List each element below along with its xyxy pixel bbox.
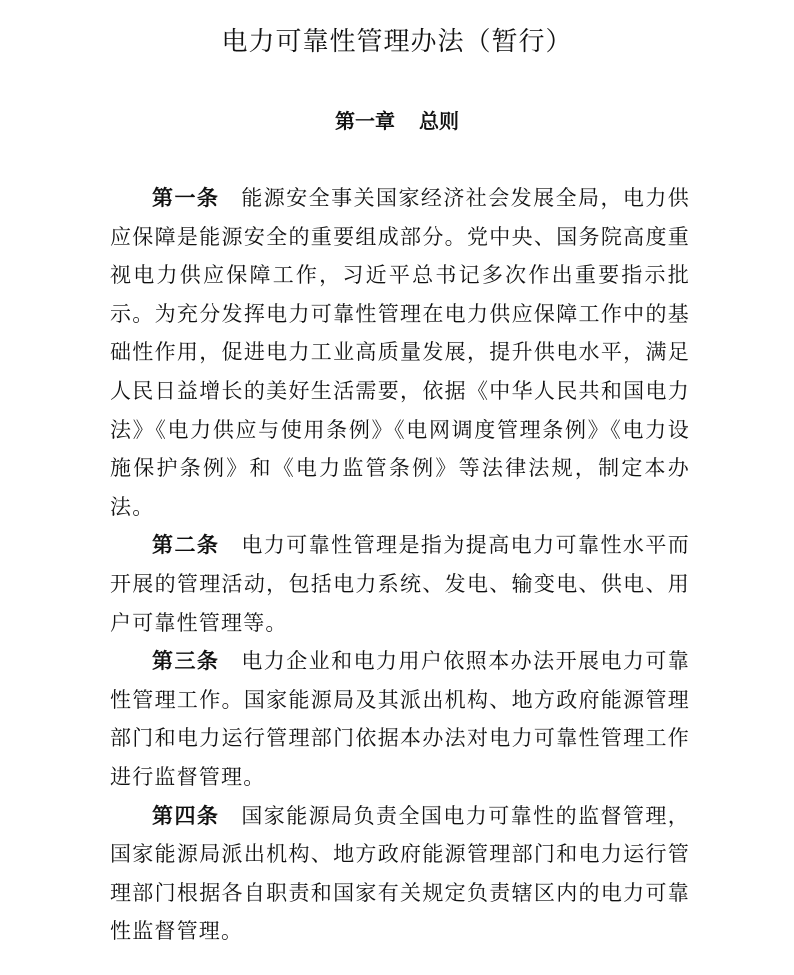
- document-title: 电力可靠性管理办法（暂行）: [221, 27, 573, 57]
- article-label: 第四条: [152, 803, 220, 828]
- article-label: 第一条: [152, 186, 220, 210]
- chapter-number: 第一章: [335, 109, 395, 133]
- article-text: 能源安全事关国家经济社会发展全局，电力供应保障是能源安全的重要组成部分。党中央、国务院高度重视电力供应保障工作，习近平总书记多次作出重要指示批示。为充分发挥电力可靠性管理在电力供应保障工作中的基础性作用，促进电力工业高质量发展，提升供电水平，满足人民日益增长的美好生活需要，依据《中华人民共和国电力法》《电力供应与使用条例》《电网调度管理条例》《电力设施保护条例》和《电力监管条例》等法律法规，制定本办法。: [110, 186, 690, 519]
- article-label: 第三条: [152, 649, 220, 674]
- article-text: 国家能源局负责全国电力可靠性的监督管理，国家能源局派出机构、地方政府能源管理部门和电力运行管理部门根据各自职责和国家有关规定负责辖区内的电力可靠性监督管理。: [110, 803, 690, 944]
- chapter-heading: [0, 104, 794, 138]
- article-1: [110, 179, 690, 526]
- article-4: [110, 797, 690, 951]
- article-text: 电力企业和电力用户依照本办法开展电力可靠性管理工作。国家能源局及其派出机构、地方政府能源管理部门和电力运行管理部门依据本办法对电力可靠性管理工作进行监督管理。: [110, 649, 690, 789]
- article-label: 第二条: [152, 533, 220, 558]
- article-3: [110, 642, 690, 796]
- document-body: [110, 179, 690, 951]
- article-text: 电力可靠性管理是指为提高电力可靠性水平而开展的管理活动，包括电力系统、发电、输变电、供电、用户可靠性管理等。: [110, 533, 690, 635]
- chapter-name: 总则: [419, 109, 459, 133]
- article-2: [110, 526, 690, 642]
